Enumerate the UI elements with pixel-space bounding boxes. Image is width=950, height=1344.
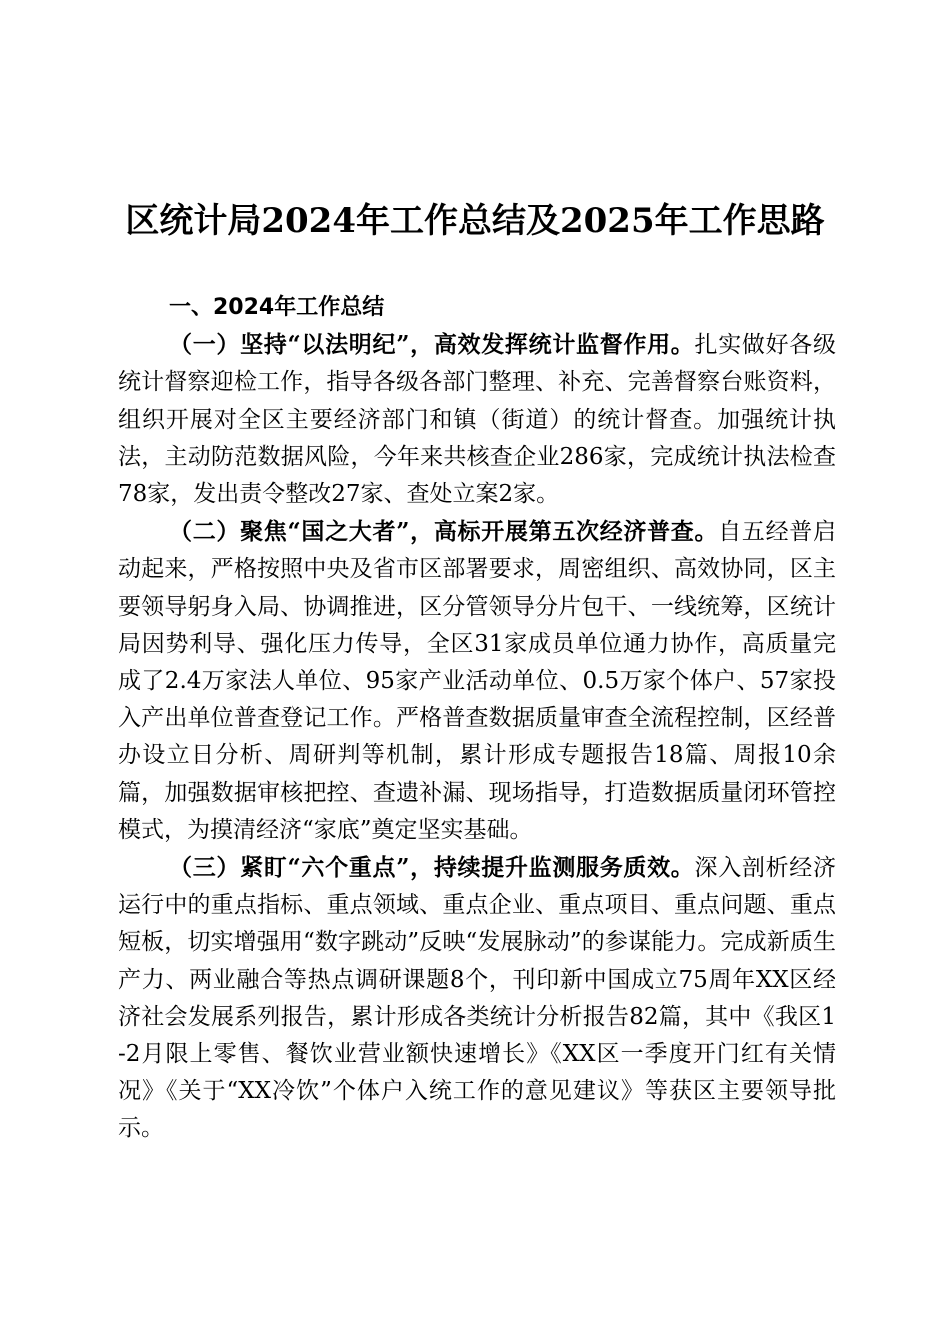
paragraph-3-text: 深入剖析经济运行中的重点指标、重点领域、重点企业、重点项目、重点问题、重点短板，切实增强用“数字跳动”反映“发展脉动”的参谋能力。完成新质生产力、两业融合等热点调研课题8个，刊印新中国成立75周年XX区经济社会发展系列报告，累计形成各类统计分析报告82篇，其中《我区1-2月限上零售、餐饮业营业额快速增长》《XX区一季度开门红有关情况》《关于“XX冷饮”个体户入统工作的意见建议》等获区主要领导批示。: [118, 855, 837, 1142]
paragraph-1-text: 扎实做好各级统计督察迎检工作，指导各级各部门整理、补充、完善督察台账资料，组织开展对全区主要经济部门和镇（街道）的统计督查。加强统计执法，主动防范数据风险，今年来共核查企业286家，完成统计执法检查78家，发出责令整改27家、查处立案2家。: [118, 332, 837, 508]
paragraph-2-text: 自五经普启动起来，严格按照中央及省市区部署要求，周密组织、高效协同，区主要领导躬身入局、协调推进，区分管领导分片包干、一线统筹，区统计局因势利导、强化压力传导，全区31家成员单位通力协作，高质量完成了2.4万家法人单位、95家产业活动单位、0.5万家个体户、57家投入产出单位普查登记工作。严格普查数据质量审查全流程控制，区经普办设立日分析、周研判等机制，累计形成专题报告18篇、周报10余篇，加强数据审核把控、查遗补漏、现场指导，打造数据质量闭环管控模式，为摸清经济“家底”奠定坚实基础。: [118, 519, 836, 843]
document-body: [118, 289, 836, 1148]
paragraph-3: [118, 849, 836, 1148]
paragraph-2: [118, 513, 836, 849]
paragraph-1: [118, 326, 836, 513]
paragraph-3-lead: （三）紧盯“六个重点”，持续提升监测服务质效。: [169, 854, 695, 882]
paragraph-2-lead: （二）聚焦“国之大者”，高标开展第五次经济普查。: [169, 518, 719, 546]
paragraph-1-lead: （一）坚持“以法明纪”，高效发挥统计监督作用。: [169, 331, 695, 359]
section-heading: 一、2024年工作总结: [169, 295, 385, 320]
document-title: 区统计局2024年工作总结及2025年工作思路: [125, 201, 825, 241]
